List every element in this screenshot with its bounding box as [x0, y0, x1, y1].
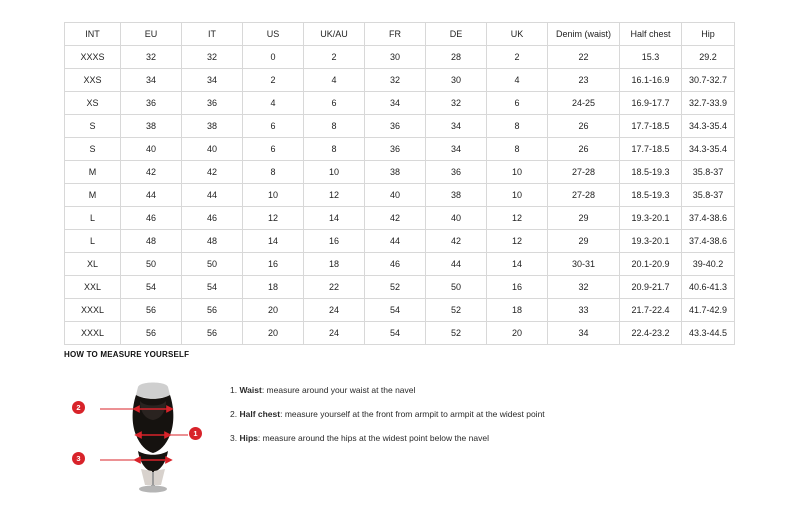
table-cell: 19.3-20.1 — [620, 230, 682, 253]
table-cell: 52 — [426, 322, 487, 345]
table-cell: 34 — [548, 322, 620, 345]
table-cell: 56 — [121, 322, 182, 345]
table-cell: 40.6-41.3 — [682, 276, 735, 299]
table-cell: 18 — [304, 253, 365, 276]
table-cell: 34 — [426, 138, 487, 161]
table-cell: 8 — [304, 138, 365, 161]
table-cell: 4 — [304, 69, 365, 92]
how-to-measure-body — [64, 373, 734, 493]
table-cell: 26 — [548, 138, 620, 161]
table-cell: 14 — [304, 207, 365, 230]
table-cell: 44 — [365, 230, 426, 253]
column-header: Denim (waist) — [548, 23, 620, 46]
table-cell: 42 — [121, 161, 182, 184]
table-cell: 40 — [121, 138, 182, 161]
table-cell: 46 — [121, 207, 182, 230]
size-label-cell: XXXL — [65, 299, 121, 322]
table-cell: 24-25 — [548, 92, 620, 115]
table-cell: 38 — [121, 115, 182, 138]
table-cell: 36 — [182, 92, 243, 115]
table-cell: 54 — [121, 276, 182, 299]
table-row — [65, 69, 735, 92]
table-cell: 20 — [243, 322, 304, 345]
table-cell: 42 — [426, 230, 487, 253]
table-cell: 32 — [426, 92, 487, 115]
instruction-term: Hips — [239, 433, 258, 444]
column-header: UK — [487, 23, 548, 46]
table-cell: 32.7-33.9 — [682, 92, 735, 115]
table-cell: 32 — [182, 46, 243, 69]
table-row — [65, 207, 735, 230]
table-cell: 54 — [365, 299, 426, 322]
table-cell: 22 — [304, 276, 365, 299]
table-cell: 38 — [182, 115, 243, 138]
table-row — [65, 276, 735, 299]
instruction-term: Waist — [239, 385, 262, 395]
table-cell: 44 — [426, 253, 487, 276]
table-cell: 16.1-16.9 — [620, 69, 682, 92]
table-cell: 42 — [365, 207, 426, 230]
table-cell: 46 — [182, 207, 243, 230]
table-cell: 56 — [182, 322, 243, 345]
table-cell: 16.9-17.7 — [620, 92, 682, 115]
table-cell: 10 — [487, 184, 548, 207]
measure-instruction-hips — [230, 433, 545, 443]
table-cell: 30 — [426, 69, 487, 92]
table-cell: 6 — [487, 92, 548, 115]
column-header: DE — [426, 23, 487, 46]
measure-badge-3: 3 — [72, 452, 85, 465]
table-cell: 39-40.2 — [682, 253, 735, 276]
table-cell: 44 — [182, 184, 243, 207]
table-cell: 56 — [182, 299, 243, 322]
table-cell: 34 — [121, 69, 182, 92]
table-cell: 34 — [426, 115, 487, 138]
table-cell: 4 — [487, 69, 548, 92]
table-cell: 14 — [487, 253, 548, 276]
table-cell: 21.7-22.4 — [620, 299, 682, 322]
column-header: FR — [365, 23, 426, 46]
table-cell: 24 — [304, 322, 365, 345]
table-row — [65, 92, 735, 115]
table-cell: 19.3-20.1 — [620, 207, 682, 230]
table-cell: 8 — [304, 115, 365, 138]
table-cell: 10 — [304, 161, 365, 184]
table-cell: 6 — [243, 138, 304, 161]
table-cell: 26 — [548, 115, 620, 138]
table-cell: 2 — [243, 69, 304, 92]
table-cell: 14 — [243, 230, 304, 253]
size-label-cell: XXL — [65, 276, 121, 299]
table-cell: 38 — [365, 161, 426, 184]
table-row — [65, 161, 735, 184]
measure-instruction-waist — [230, 385, 545, 395]
size-label-cell: XXXL — [65, 322, 121, 345]
table-cell: 8 — [487, 138, 548, 161]
table-cell: 32 — [548, 276, 620, 299]
table-cell: 28 — [426, 46, 487, 69]
table-cell: 29 — [548, 230, 620, 253]
table-cell: 41.7-42.9 — [682, 299, 735, 322]
column-header: IT — [182, 23, 243, 46]
size-label-cell: S — [65, 115, 121, 138]
table-row — [65, 322, 735, 345]
table-cell: 18.5-19.3 — [620, 161, 682, 184]
table-cell: 33 — [548, 299, 620, 322]
instruction-term: Half chest — [239, 409, 281, 420]
table-cell: 34.3-35.4 — [682, 138, 735, 161]
table-row — [65, 253, 735, 276]
instruction-text: : measure around the hips at the widest point below the navel — [257, 433, 489, 444]
table-cell: 16 — [243, 253, 304, 276]
table-cell: 15.3 — [620, 46, 682, 69]
table-row — [65, 46, 735, 69]
table-row — [65, 184, 735, 207]
table-cell: 52 — [426, 299, 487, 322]
table-cell: 50 — [426, 276, 487, 299]
table-cell: 34 — [182, 69, 243, 92]
table-cell: 40 — [182, 138, 243, 161]
table-cell: 32 — [121, 46, 182, 69]
size-label-cell: XXXS — [65, 46, 121, 69]
table-cell: 27-28 — [548, 184, 620, 207]
table-cell: 36 — [365, 138, 426, 161]
size-label-cell: XXS — [65, 69, 121, 92]
column-header: US — [243, 23, 304, 46]
table-row — [65, 138, 735, 161]
table-cell: 30-31 — [548, 253, 620, 276]
size-label-cell: M — [65, 161, 121, 184]
table-cell: 29.2 — [682, 46, 735, 69]
table-cell: 36 — [121, 92, 182, 115]
table-header-row — [65, 23, 735, 46]
table-cell: 16 — [304, 230, 365, 253]
table-cell: 37.4-38.6 — [682, 230, 735, 253]
table-cell: 17.7-18.5 — [620, 115, 682, 138]
table-cell: 0 — [243, 46, 304, 69]
table-cell: 10 — [487, 161, 548, 184]
measure-instruction-half-chest — [230, 409, 545, 419]
column-header: UK/AU — [304, 23, 365, 46]
table-cell: 37.4-38.6 — [682, 207, 735, 230]
table-cell: 20 — [487, 322, 548, 345]
size-label-cell: L — [65, 207, 121, 230]
table-cell: 48 — [121, 230, 182, 253]
table-row — [65, 299, 735, 322]
table-cell: 30 — [365, 46, 426, 69]
table-cell: 50 — [121, 253, 182, 276]
column-header: INT — [65, 23, 121, 46]
table-cell: 12 — [304, 184, 365, 207]
instruction-number: 1. — [230, 385, 238, 395]
how-to-measure-section — [64, 350, 734, 493]
table-cell: 34.3-35.4 — [682, 115, 735, 138]
size-chart-table — [64, 22, 735, 345]
instruction-number: 3. — [230, 433, 238, 444]
table-cell: 23 — [548, 69, 620, 92]
table-cell: 27-28 — [548, 161, 620, 184]
size-label-cell: XL — [65, 253, 121, 276]
table-cell: 20 — [243, 299, 304, 322]
measure-badge-1: 1 — [189, 427, 202, 440]
table-cell: 12 — [487, 230, 548, 253]
table-cell: 54 — [365, 322, 426, 345]
instruction-number: 2. — [230, 409, 238, 420]
size-table-container — [64, 22, 734, 345]
measure-instructions-list — [230, 373, 545, 458]
table-cell: 52 — [365, 276, 426, 299]
column-header: Half chest — [620, 23, 682, 46]
table-cell: 36 — [365, 115, 426, 138]
table-cell: 36 — [426, 161, 487, 184]
table-cell: 48 — [182, 230, 243, 253]
column-header: EU — [121, 23, 182, 46]
mannequin-illustration — [76, 373, 210, 493]
table-cell: 29 — [548, 207, 620, 230]
table-cell: 42 — [182, 161, 243, 184]
table-cell: 20.1-20.9 — [620, 253, 682, 276]
table-cell: 17.7-18.5 — [620, 138, 682, 161]
table-cell: 10 — [243, 184, 304, 207]
table-cell: 18.5-19.3 — [620, 184, 682, 207]
table-cell: 35.8-37 — [682, 184, 735, 207]
table-cell: 24 — [304, 299, 365, 322]
table-cell: 32 — [365, 69, 426, 92]
instruction-text: : measure yourself at the front from armpit to armpit at the widest point — [280, 409, 545, 420]
table-cell: 40 — [426, 207, 487, 230]
table-cell: 8 — [487, 115, 548, 138]
table-cell: 12 — [243, 207, 304, 230]
measure-badge-2: 2 — [72, 401, 85, 414]
table-cell: 46 — [365, 253, 426, 276]
table-cell: 18 — [487, 299, 548, 322]
table-cell: 16 — [487, 276, 548, 299]
table-cell: 4 — [243, 92, 304, 115]
column-header: Hip — [682, 23, 735, 46]
table-cell: 35.8-37 — [682, 161, 735, 184]
table-cell: 6 — [243, 115, 304, 138]
table-row — [65, 230, 735, 253]
table-cell: 18 — [243, 276, 304, 299]
table-cell: 2 — [487, 46, 548, 69]
size-label-cell: S — [65, 138, 121, 161]
size-label-cell: XS — [65, 92, 121, 115]
table-cell: 44 — [121, 184, 182, 207]
size-label-cell: M — [65, 184, 121, 207]
size-label-cell: L — [65, 230, 121, 253]
table-cell: 22 — [548, 46, 620, 69]
table-cell: 22.4-23.2 — [620, 322, 682, 345]
instruction-text: : measure around your waist at the navel — [261, 385, 416, 395]
table-cell: 56 — [121, 299, 182, 322]
table-cell: 6 — [304, 92, 365, 115]
table-cell: 38 — [426, 184, 487, 207]
table-cell: 43.3-44.5 — [682, 322, 735, 345]
table-cell: 2 — [304, 46, 365, 69]
table-cell: 34 — [365, 92, 426, 115]
table-cell: 50 — [182, 253, 243, 276]
table-row — [65, 115, 735, 138]
table-cell: 20.9-21.7 — [620, 276, 682, 299]
table-cell: 8 — [243, 161, 304, 184]
how-to-measure-title: HOW TO MEASURE YOURSELF — [64, 350, 190, 359]
table-cell: 54 — [182, 276, 243, 299]
table-cell: 40 — [365, 184, 426, 207]
table-cell: 30.7-32.7 — [682, 69, 735, 92]
table-cell: 12 — [487, 207, 548, 230]
